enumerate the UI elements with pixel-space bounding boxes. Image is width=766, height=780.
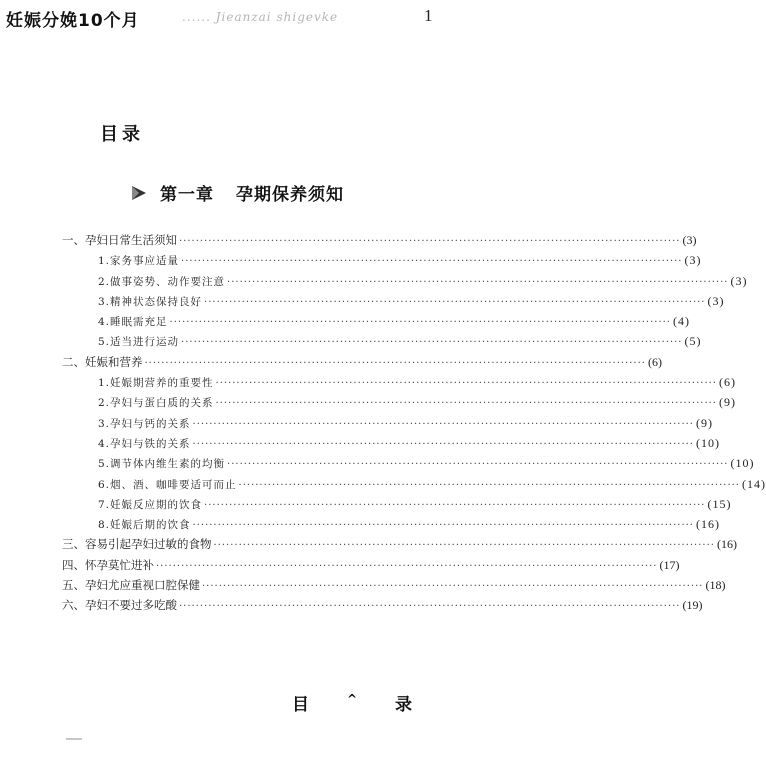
toc-leader-dots: ························································································································ <box>227 276 729 288</box>
toc-leader-dots: ························································································································ <box>202 581 704 593</box>
toc-subitem[interactable] <box>62 514 720 534</box>
footer-mark: ^ <box>346 691 358 706</box>
toc-item-number: 8. <box>98 519 111 532</box>
triangle-bullet-icon <box>130 184 148 202</box>
toc-item-page: (15) <box>707 496 732 511</box>
toc-item-number: 6. <box>98 478 111 491</box>
toc-item-page: (14) <box>741 476 766 491</box>
toc-item[interactable] <box>62 595 703 615</box>
toc-item-page: (3) <box>684 253 702 268</box>
toc-item-page: (9) <box>718 395 736 410</box>
toc-leader-dots: ························································································································ <box>192 520 694 532</box>
toc-leader-dots: ························································································································ <box>192 438 694 450</box>
toc-leader-dots: ························································································································ <box>215 378 717 390</box>
toc-leader-dots: ························································································································ <box>181 337 683 349</box>
toc-item-page: (10) <box>730 456 755 471</box>
toc-subitem[interactable] <box>62 413 713 433</box>
toc-item[interactable] <box>62 534 737 554</box>
toc-item-title: 怀孕莫忙进补 <box>85 557 154 572</box>
toc-item-title: 烟、酒、咖啡要适可而止 <box>110 478 237 491</box>
toc-item-title: 妊娠反应期的饮食 <box>110 498 203 511</box>
toc-subitem[interactable] <box>62 453 755 473</box>
toc-subitem[interactable] <box>62 372 736 392</box>
toc-item-number: 2. <box>98 275 111 288</box>
toc-subitem[interactable] <box>62 392 736 412</box>
chapter-heading <box>130 180 344 205</box>
toc-leader-dots: ························································································································ <box>156 560 658 572</box>
toc-item[interactable] <box>62 575 726 595</box>
toc-item-page: (3) <box>682 233 697 247</box>
toc-item-number: 1. <box>98 255 111 268</box>
toc-item-title: 孕妇不要过多吃酸 <box>85 598 177 613</box>
toc-item-number: 五、 <box>62 578 85 593</box>
toc-item-title: 妊娠期营养的重要性 <box>110 377 214 390</box>
toc-item-page: (18) <box>705 578 726 593</box>
toc-item-number: 7. <box>98 498 111 511</box>
toc-item-page: (16) <box>716 537 737 552</box>
toc-item-title: 做事姿势、动作要注意 <box>110 275 226 288</box>
toc-item-number: 3. <box>98 417 111 430</box>
toc-item-title: 精神状态保持良好 <box>110 295 203 308</box>
toc-item-page: (10) <box>695 435 720 450</box>
toc-item-page: (6) <box>718 375 736 390</box>
toc-item-page: (5) <box>684 334 702 349</box>
toc-item-number: 4. <box>98 316 111 329</box>
toc-item-page: (17) <box>659 557 680 572</box>
toc-item[interactable] <box>62 555 680 575</box>
toc-item-number: 三、 <box>62 537 85 552</box>
toc-item-page: (16) <box>695 517 720 532</box>
footer-label-right: 录 <box>395 695 412 715</box>
footer-label-left: 目 <box>292 695 309 715</box>
toc-item-number: 1. <box>98 377 111 390</box>
toc-item-title: 妊娠和营养 <box>85 354 143 369</box>
toc-item-title: 孕妇与蛋白质的关系 <box>110 397 214 410</box>
toc-item-page: (3) <box>707 293 725 308</box>
toc-leader-dots: ························································································································ <box>213 540 715 552</box>
toc-subitem[interactable] <box>62 331 702 351</box>
toc-item-title: 家务事应适量 <box>110 255 180 268</box>
toc-leader-dots: ························································································································ <box>204 296 706 308</box>
chapter-title: 孕期保养须知 <box>236 185 344 205</box>
toc-item[interactable] <box>62 230 697 250</box>
toc-item-title: 孕妇尤应重视口腔保健 <box>85 578 200 593</box>
toc-item-page: (9) <box>695 415 713 430</box>
toc-item[interactable] <box>62 352 662 372</box>
toc-subitem[interactable] <box>62 474 766 494</box>
toc-item-title: 孕妇与铁的关系 <box>110 437 191 450</box>
toc-subitem[interactable] <box>62 271 748 291</box>
toc-item-number: 4. <box>98 437 111 450</box>
toc-leader-dots: ························································································································ <box>227 459 729 471</box>
toc-leader-dots: ························································································································ <box>181 256 683 268</box>
toc-leader-dots: ························································································································ <box>179 236 681 247</box>
toc-item-title: 容易引起孕妇过敏的食物 <box>85 537 212 552</box>
toc-item-number: 5. <box>98 336 111 349</box>
toc-item-title: 孕妇与钙的关系 <box>110 417 191 430</box>
corner-mark <box>66 738 82 740</box>
toc-item-page: (19) <box>682 598 703 613</box>
toc-item-number: 六、 <box>62 598 85 613</box>
toc-item-title: 孕妇日常生活须知 <box>85 233 177 247</box>
toc-subitem[interactable] <box>62 291 725 311</box>
toc-item-page: (6) <box>647 354 662 369</box>
toc-subitem[interactable] <box>62 311 690 331</box>
toc-subitem[interactable] <box>62 250 702 270</box>
toc-leader-dots: ························································································································ <box>144 357 646 369</box>
toc-item-title: 适当进行运动 <box>110 336 180 349</box>
toc-item-title: 调节体内维生素的均衡 <box>110 458 226 471</box>
book-title: 妊娠分娩10个月 <box>6 11 140 31</box>
footer-label <box>292 690 412 715</box>
toc-item-number: 5. <box>98 458 111 471</box>
toc-leader-dots: ························································································································ <box>215 398 717 410</box>
toc-item-number: 二、 <box>62 354 85 369</box>
toc-heading: 目录 <box>100 124 144 145</box>
header-subtitle: ...... Jieanzai shigevke <box>182 10 339 24</box>
toc-item-title: 妊娠后期的饮食 <box>110 519 191 532</box>
toc-item-number: 一、 <box>62 233 85 247</box>
toc-list <box>62 230 766 616</box>
toc-item-number: 2. <box>98 397 111 410</box>
toc-leader-dots: ························································································································ <box>179 601 681 613</box>
toc-item-page: (3) <box>730 273 748 288</box>
toc-subitem[interactable] <box>62 494 732 514</box>
toc-leader-dots: ························································································································ <box>192 418 694 430</box>
toc-item-number: 四、 <box>62 557 85 572</box>
toc-item-number: 3. <box>98 295 111 308</box>
toc-item-title: 睡眠需充足 <box>110 316 168 329</box>
toc-item-page: (4) <box>672 314 690 329</box>
toc-leader-dots: ························································································································ <box>238 479 740 491</box>
chapter-number: 第一章 <box>160 185 214 205</box>
page-header <box>0 0 504 34</box>
toc-leader-dots: ························································································································ <box>169 317 671 329</box>
toc-leader-dots: ························································································································ <box>204 499 706 511</box>
page-number: 1 <box>424 6 433 25</box>
toc-subitem[interactable] <box>62 433 720 453</box>
